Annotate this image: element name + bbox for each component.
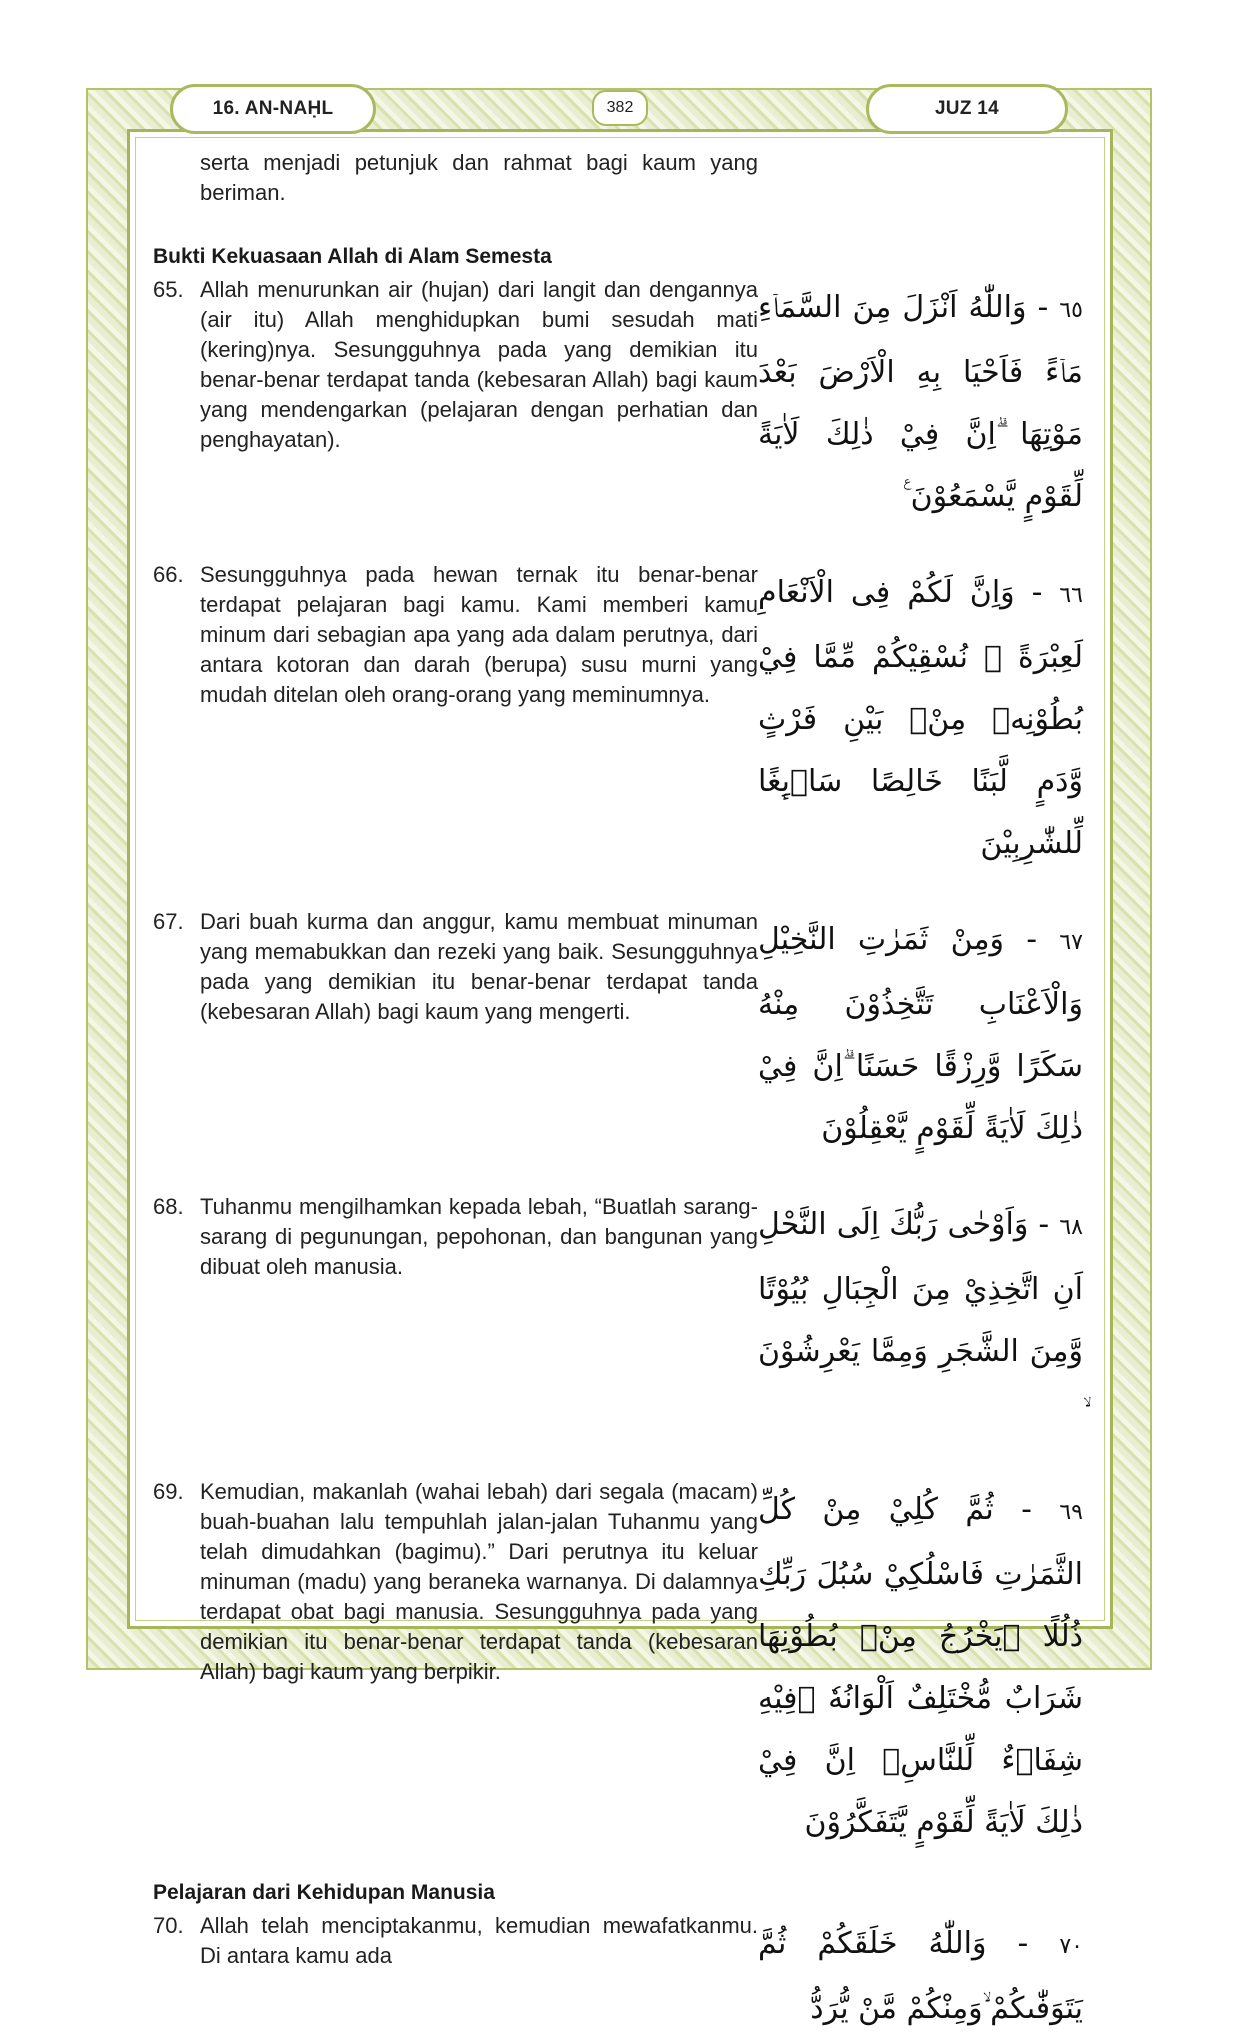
- surah-title: 16. AN-NAḤL: [170, 84, 376, 134]
- verse-number: 65.: [153, 277, 184, 302]
- arabic-verse-number: ٦٧: [1059, 930, 1083, 955]
- section-heading: Bukti Kekuasaan Allah di Alam Semesta: [153, 245, 552, 268]
- arabic-verse-number: ٦٨: [1059, 1215, 1083, 1240]
- verse-68: [153, 1192, 1083, 1445]
- arabic-verse-number: ٦٦: [1059, 583, 1083, 608]
- arabic-verse-number: ٦٥: [1059, 298, 1083, 323]
- arabic-verse: ٦٦ - وَاِنَّ لَكُمْ فِى الْاَنْعَامِ لَعِبْرَةً ۚ نُسْقِيْكُمْ مِّمَّا فِيْ بُطُوْنِهٖ مِنْۢ بَيْنِ فَرْثٍ وَّدَمٍ لَّبَنًا خَالِصًا سَاۤىِٕغًا لِّلشّٰرِبِيْنَ: [758, 575, 1083, 861]
- verse-translation: Tuhanmu mengilhamkan kepada lebah, “Buatlah sarang-sarang di pegunungan, pepohonan, dan bangunan yang dibuat oleh manusia.: [200, 1194, 758, 1279]
- arabic-text: ثُمَّ كُلِيْ مِنْ كُلِّ الثَّمَرٰتِ فَاسْلُكِيْ سُبُلَ رَبِّكِ ذُلُلًا ۗيَخْرُجُ مِنْۢ بُطُوْنِهَا شَرَابٌ مُّخْتَلِفٌ اَلْوَانُهٗ ۖفِيْهِ شِفَاۤءٌ لِّلنَّاسِۗ اِنَّ فِيْ ذٰلِكَ لَاٰيَةً لِّقَوْمٍ يَّتَفَكَّرُوْنَ: [758, 1492, 1083, 1840]
- arabic-verse-number: ٧٠: [1059, 1934, 1083, 1959]
- intro-text: serta menjadi petunjuk dan rahmat bagi kaum yang beriman.: [200, 150, 758, 205]
- juz-label: JUZ 14: [866, 84, 1068, 134]
- arabic-verse: ٦٩ - ثُمَّ كُلِيْ مِنْ كُلِّ الثَّمَرٰتِ فَاسْلُكِيْ سُبُلَ رَبِّكِ ذُلُلًا ۗيَخْرُجُ مِنْۢ بُطُوْنِهَا شَرَابٌ مُّخْتَلِفٌ اَلْوَانُهٗ ۖفِيْهِ شِفَاۤءٌ لِّلنَّاسِۗ اِنَّ فِيْ ذٰلِكَ لَاٰيَةً لِّقَوْمٍ يَّتَفَكَّرُوْنَ: [758, 1492, 1083, 1840]
- arabic-verse: ٧٠ - وَاللّٰهُ خَلَقَكُمْ ثُمَّ يَتَوَفّٰىكُمْ ۙوَمِنْكُمْ مَّنْ يُّرَدُّ: [758, 1926, 1083, 2026]
- verse-translation: Dari buah kurma dan anggur, kamu membuat minuman yang memabukkan dan rezeki yang baik. Sesungguhnya pada yang demikian itu benar-benar terdapat tanda (kebesaran Allah) bagi kaum yang mengerti.: [200, 909, 758, 1024]
- verse-67: [153, 907, 1083, 1160]
- page-number: 382: [592, 90, 648, 126]
- verse-translation: Kemudian, makanlah (wahai lebah) dari segala (macam) buah-buahan lalu tempuhlah jalan-jalan Tuhanmu yang telah dimudahkan (bagimu).” Dari perutnya itu keluar minuman (madu) yang beraneka warnanya. Di dalamnya terdapat obat bagi manusia. Sesungguhnya pada yang demikian itu benar-benar terdapat tanda (kebesaran Allah) bagi kaum yang berpikir.: [200, 1479, 758, 1684]
- verse-65: [153, 275, 1083, 528]
- verse-translation: Allah menurunkan air (hujan) dari langit dan dengannya (air itu) Allah menghidupkan bumi sesudah mati (kering)nya. Sesungguhnya pada yang demikian itu benar-benar terdapat tanda (kebesaran Allah) bagi kaum yang mendengarkan (pelajaran dengan perhatian dan penghayatan).: [200, 277, 758, 452]
- verse-66: [153, 560, 1083, 875]
- arabic-text: وَاللّٰهُ اَنْزَلَ مِنَ السَّمَاۤءِ مَاۤءً فَاَحْيَا بِهِ الْاَرْضَ بَعْدَ مَوْتِهَا ۗاِنَّ فِيْ ذٰلِكَ لَاٰيَةً لِّقَوْمٍ يَّسْمَعُوْنَ ࣖ: [758, 290, 1083, 514]
- verse-number: 70.: [153, 1913, 184, 1938]
- arabic-text: وَاِنَّ لَكُمْ فِى الْاَنْعَامِ لَعِبْرَةً ۚ نُسْقِيْكُمْ مِّمَّا فِيْ بُطُوْنِهٖ مِنْۢ بَيْنِ فَرْثٍ وَّدَمٍ لَّبَنًا خَالِصًا سَاۤىِٕغًا لِّلشّٰرِبِيْنَ: [758, 575, 1083, 861]
- arabic-verse: ٦٧ - وَمِنْ ثَمَرٰتِ النَّخِيْلِ وَالْاَعْنَابِ تَتَّخِذُوْنَ مِنْهُ سَكَرًا وَّرِزْقًا حَسَنًا ۗاِنَّ فِيْ ذٰلِكَ لَاٰيَةً لِّقَوْمٍ يَّعْقِلُوْنَ: [758, 922, 1083, 1146]
- arabic-verse: ٦٥ - وَاللّٰهُ اَنْزَلَ مِنَ السَّمَاۤءِ مَاۤءً فَاَحْيَا بِهِ الْاَرْضَ بَعْدَ مَوْتِهَا ۗاِنَّ فِيْ ذٰلِكَ لَاٰيَةً لِّقَوْمٍ يَّسْمَعُوْنَ ࣖ: [758, 290, 1083, 514]
- page-content: [153, 148, 1083, 2040]
- verse-number: 68.: [153, 1194, 184, 1219]
- verse-translation: Sesungguhnya pada hewan ternak itu benar-benar terdapat pelajaran bagi kamu. Kami memberi kamu minum dari sebagian apa yang ada dalam perutnya, dari antara kotoran dan darah (berupa) susu murni yang mudah ditelan oleh orang-orang yang meminumnya.: [200, 562, 758, 707]
- arabic-text: وَاللّٰهُ خَلَقَكُمْ ثُمَّ يَتَوَفّٰىكُمْ ۙوَمِنْكُمْ مَّنْ يُّرَدُّ: [758, 1926, 1083, 2026]
- arabic-text: وَمِنْ ثَمَرٰتِ النَّخِيْلِ وَالْاَعْنَابِ تَتَّخِذُوْنَ مِنْهُ سَكَرًا وَّرِزْقًا حَسَنًا ۗاِنَّ فِيْ ذٰلِكَ لَاٰيَةً لِّقَوْمٍ يَّعْقِلُوْنَ: [758, 922, 1083, 1146]
- verse-70: [153, 1911, 1083, 2040]
- arabic-verse: ٦٨ - وَاَوْحٰى رَبُّكَ اِلَى النَّحْلِ اَنِ اتَّخِذِيْ مِنَ الْجِبَالِ بُيُوْتًا وَّمِنَ الشَّجَرِ وَمِمَّا يَعْرِشُوْنَ: [758, 1207, 1083, 1369]
- arabic-text: وَاَوْحٰى رَبُّكَ اِلَى النَّحْلِ اَنِ اتَّخِذِيْ مِنَ الْجِبَالِ بُيُوْتًا وَّمِنَ الشَّجَرِ وَمِمَّا يَعْرِشُوْنَ: [758, 1207, 1083, 1369]
- section-heading: Pelajaran dari Kehidupan Manusia: [153, 1881, 495, 1904]
- verse-number: 66.: [153, 562, 184, 587]
- verse-number: 67.: [153, 909, 184, 934]
- verse-69: [153, 1477, 1083, 1854]
- arabic-verse-number: ٦٩: [1059, 1500, 1083, 1525]
- verse-number: 69.: [153, 1479, 184, 1504]
- verse-translation: Allah telah menciptakanmu, kemudian mewafatkanmu. Di antara kamu ada: [200, 1913, 758, 1968]
